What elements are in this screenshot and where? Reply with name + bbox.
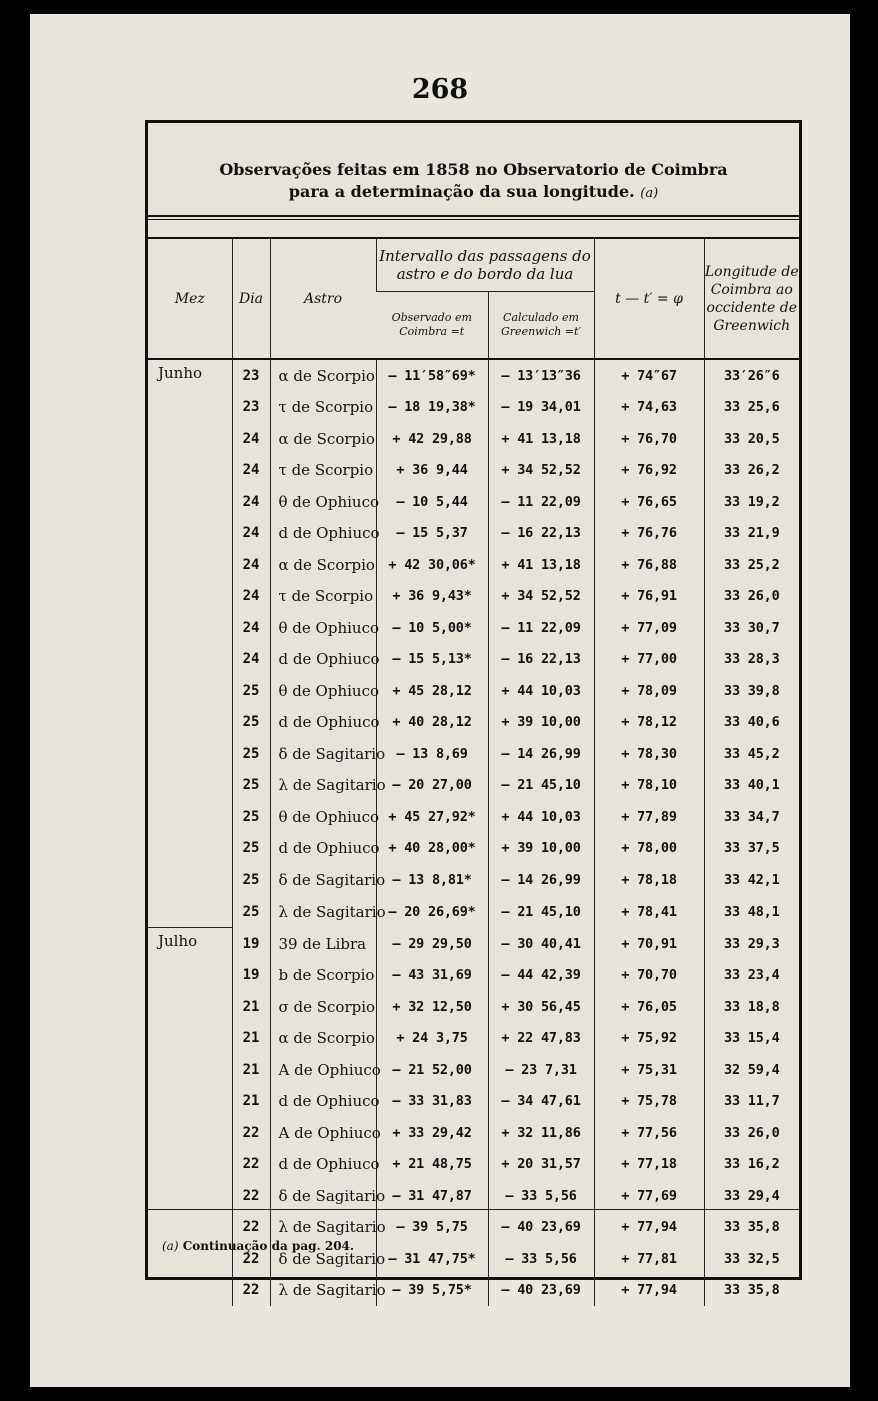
row-longitude: 33 26,0 <box>704 1117 799 1149</box>
row-diferenca: + 76,76 <box>594 518 704 550</box>
table-row <box>148 359 799 392</box>
row-observado: + 32 12,50 <box>376 991 488 1023</box>
row-astro: A de Ophiuco <box>270 1054 376 1086</box>
row-longitude: 33 21,9 <box>704 518 799 550</box>
row-longitude: 32 59,4 <box>704 1054 799 1086</box>
row-day: 21 <box>232 1023 270 1055</box>
row-calculado: + 41 13,18 <box>488 549 594 581</box>
row-day: 24 <box>232 612 270 644</box>
row-calculado: + 22 47,83 <box>488 1023 594 1055</box>
row-astro: θ de Ophiuco <box>270 486 376 518</box>
row-diferenca: + 76,05 <box>594 991 704 1023</box>
row-astro: δ de Sagitario <box>270 864 376 896</box>
row-calculado: + 30 56,45 <box>488 991 594 1023</box>
row-day: 22 <box>232 1212 270 1244</box>
row-day: 24 <box>232 644 270 676</box>
row-longitude: 33 35,8 <box>704 1212 799 1244</box>
row-day: 25 <box>232 675 270 707</box>
row-diferenca: + 77,09 <box>594 612 704 644</box>
row-observado: + 36 9,43* <box>376 581 488 613</box>
row-diferenca: + 77,94 <box>594 1275 704 1307</box>
row-diferenca: + 77,00 <box>594 644 704 676</box>
row-longitude: 33 40,1 <box>704 770 799 802</box>
row-month <box>148 644 232 676</box>
row-longitude: 33 48,1 <box>704 896 799 928</box>
row-longitude: 33 37,5 <box>704 833 799 865</box>
header-mez: Mez <box>148 239 232 359</box>
row-diferenca: + 70,91 <box>594 928 704 960</box>
row-longitude: 33 39,8 <box>704 675 799 707</box>
row-longitude: 33 26,0 <box>704 581 799 613</box>
document-page <box>30 14 850 1387</box>
row-calculado: + 34 52,52 <box>488 455 594 487</box>
row-month <box>148 549 232 581</box>
row-astro: d de Ophiuco <box>270 1086 376 1118</box>
row-day: 25 <box>232 833 270 865</box>
row-longitude: 33 42,1 <box>704 864 799 896</box>
row-diferenca: + 74,63 <box>594 392 704 424</box>
row-longitude: 33 29,4 <box>704 1180 799 1212</box>
row-day: 19 <box>232 960 270 992</box>
row-astro: τ de Scorpio <box>270 455 376 487</box>
row-month <box>148 991 232 1023</box>
row-observado: — 39 5,75* <box>376 1275 488 1307</box>
row-observado: — 33 31,83 <box>376 1086 488 1118</box>
row-day: 25 <box>232 864 270 896</box>
row-diferenca: + 78,00 <box>594 833 704 865</box>
row-observado: — 43 31,69 <box>376 960 488 992</box>
row-calculado: — 11 22,09 <box>488 612 594 644</box>
row-diferenca: + 75,31 <box>594 1054 704 1086</box>
row-diferenca: + 78,10 <box>594 770 704 802</box>
row-month <box>148 1117 232 1149</box>
table-row <box>148 518 799 550</box>
table-row <box>148 770 799 802</box>
row-month <box>148 423 232 455</box>
row-day: 25 <box>232 770 270 802</box>
row-observado: + 42 29,88 <box>376 423 488 455</box>
row-month <box>148 1086 232 1118</box>
row-month <box>148 896 232 928</box>
table-row <box>148 581 799 613</box>
row-astro: λ de Sagitario <box>270 1212 376 1244</box>
row-observado: + 33 29,42 <box>376 1117 488 1149</box>
row-observado: — 31 47,87 <box>376 1180 488 1212</box>
table-row <box>148 392 799 424</box>
row-diferenca: + 78,30 <box>594 738 704 770</box>
row-observado: + 24 3,75 <box>376 1023 488 1055</box>
row-day: 24 <box>232 549 270 581</box>
row-longitude: 33 26,2 <box>704 455 799 487</box>
footnote-mark: (a) <box>162 1239 179 1253</box>
row-day: 22 <box>232 1275 270 1307</box>
row-observado: — 15 5,37 <box>376 518 488 550</box>
row-month <box>148 707 232 739</box>
row-astro: d de Ophiuco <box>270 833 376 865</box>
row-calculado: + 20 31,57 <box>488 1149 594 1181</box>
row-observado: — 13 8,69 <box>376 738 488 770</box>
table-row <box>148 1117 799 1149</box>
table-row <box>148 675 799 707</box>
table-title <box>148 159 799 205</box>
row-longitude: 33 23,4 <box>704 960 799 992</box>
row-day: 21 <box>232 991 270 1023</box>
row-calculado: — 19 34,01 <box>488 392 594 424</box>
row-longitude: 33 40,6 <box>704 707 799 739</box>
row-month <box>148 455 232 487</box>
row-astro: d de Ophiuco <box>270 644 376 676</box>
table-row <box>148 864 799 896</box>
row-day: 23 <box>232 359 270 392</box>
row-calculado: — 34 47,61 <box>488 1086 594 1118</box>
row-month: Julho <box>148 928 232 960</box>
row-calculado: + 39 10,00 <box>488 707 594 739</box>
row-longitude: 33 45,2 <box>704 738 799 770</box>
row-longitude: 33 20,5 <box>704 423 799 455</box>
row-observado: + 36 9,44 <box>376 455 488 487</box>
row-astro: λ de Sagitario <box>270 770 376 802</box>
row-observado: — 11′58″69* <box>376 359 488 392</box>
row-month <box>148 738 232 770</box>
row-observado: — 20 27,00 <box>376 770 488 802</box>
row-diferenca: + 74″67 <box>594 359 704 392</box>
row-day: 24 <box>232 518 270 550</box>
row-day: 25 <box>232 707 270 739</box>
row-diferenca: + 75,92 <box>594 1023 704 1055</box>
row-calculado: + 32 11,86 <box>488 1117 594 1149</box>
row-longitude: 33 32,5 <box>704 1243 799 1275</box>
row-month <box>148 392 232 424</box>
row-diferenca: + 76,92 <box>594 455 704 487</box>
row-astro: δ de Sagitario <box>270 1243 376 1275</box>
row-diferenca: + 76,91 <box>594 581 704 613</box>
row-longitude: 33 11,7 <box>704 1086 799 1118</box>
row-longitude: 33 29,3 <box>704 928 799 960</box>
row-day: 25 <box>232 801 270 833</box>
row-calculado: — 30 40,41 <box>488 928 594 960</box>
row-longitude: 33 18,8 <box>704 991 799 1023</box>
row-observado: — 18 19,38* <box>376 392 488 424</box>
row-diferenca: + 78,12 <box>594 707 704 739</box>
table-row <box>148 738 799 770</box>
row-astro: θ de Ophiuco <box>270 612 376 644</box>
row-longitude: 33 19,2 <box>704 486 799 518</box>
row-calculado: + 41 13,18 <box>488 423 594 455</box>
table-row <box>148 644 799 676</box>
row-diferenca: + 76,70 <box>594 423 704 455</box>
row-calculado: — 21 45,10 <box>488 770 594 802</box>
row-diferenca: + 77,94 <box>594 1212 704 1244</box>
title-line-2-text: para a determinação da sua longitude. <box>288 182 635 201</box>
table-row <box>148 833 799 865</box>
row-calculado: — 40 23,69 <box>488 1212 594 1244</box>
row-day: 25 <box>232 896 270 928</box>
row-observado: + 45 27,92* <box>376 801 488 833</box>
row-month <box>148 486 232 518</box>
row-day: 23 <box>232 392 270 424</box>
row-day: 22 <box>232 1243 270 1275</box>
row-month <box>148 518 232 550</box>
title-divider <box>148 215 799 220</box>
title-note-mark: (a) <box>640 186 659 201</box>
row-calculado: + 44 10,03 <box>488 675 594 707</box>
footnote-text: Continuação da pag. 204. <box>182 1239 355 1253</box>
row-diferenca: + 70,70 <box>594 960 704 992</box>
row-astro: α de Scorpio <box>270 423 376 455</box>
row-day: 22 <box>232 1149 270 1181</box>
row-day: 19 <box>232 928 270 960</box>
table-body <box>148 359 799 1306</box>
row-astro: d de Ophiuco <box>270 707 376 739</box>
row-month <box>148 1023 232 1055</box>
header-intervallo: Intervallo das passagens do astro e do bordo da lua <box>376 239 594 292</box>
row-diferenca: + 78,41 <box>594 896 704 928</box>
row-observado: — 13 8,81* <box>376 864 488 896</box>
title-line-1: Observações feitas em 1858 no Observatorio de Coimbra <box>219 160 728 179</box>
footnote-rule <box>148 1209 799 1210</box>
row-month <box>148 801 232 833</box>
row-diferenca: + 77,69 <box>594 1180 704 1212</box>
row-calculado: — 16 22,13 <box>488 644 594 676</box>
row-longitude: 33 28,3 <box>704 644 799 676</box>
row-calculado: — 23 7,31 <box>488 1054 594 1086</box>
title-line-2 <box>148 181 799 205</box>
row-astro: δ de Sagitario <box>270 738 376 770</box>
row-calculado: — 33 5,56 <box>488 1180 594 1212</box>
table-row <box>148 707 799 739</box>
row-observado: — 21 52,00 <box>376 1054 488 1086</box>
row-month <box>148 612 232 644</box>
row-longitude: 33 25,6 <box>704 392 799 424</box>
row-calculado: — 44 42,39 <box>488 960 594 992</box>
row-astro: α de Scorpio <box>270 359 376 392</box>
table-row <box>148 896 799 928</box>
row-calculado: + 44 10,03 <box>488 801 594 833</box>
row-observado: — 10 5,44 <box>376 486 488 518</box>
table-row <box>148 486 799 518</box>
row-month <box>148 1180 232 1212</box>
table-frame <box>145 120 802 1300</box>
row-day: 24 <box>232 486 270 518</box>
table-row <box>148 455 799 487</box>
row-calculado: — 11 22,09 <box>488 486 594 518</box>
row-astro: θ de Ophiuco <box>270 801 376 833</box>
row-astro: α de Scorpio <box>270 549 376 581</box>
table-row <box>148 1180 799 1212</box>
table-row <box>148 1275 799 1307</box>
row-astro: b de Scorpio <box>270 960 376 992</box>
row-diferenca: + 77,56 <box>594 1117 704 1149</box>
row-calculado: — 14 26,99 <box>488 864 594 896</box>
row-observado: — 39 5,75 <box>376 1212 488 1244</box>
row-astro: 39 de Libra <box>270 928 376 960</box>
header-diferenca: t — t′ = φ <box>594 239 704 359</box>
row-astro: A de Ophiuco <box>270 1117 376 1149</box>
row-month: Junho <box>148 359 232 392</box>
observations-table <box>148 239 799 1306</box>
row-longitude: 33 30,7 <box>704 612 799 644</box>
row-astro: d de Ophiuco <box>270 518 376 550</box>
row-month <box>148 770 232 802</box>
row-month <box>148 1275 232 1307</box>
row-calculado: — 14 26,99 <box>488 738 594 770</box>
header-longitude: Longitude de Coimbra ao occidente de Greenwich <box>704 239 799 359</box>
row-day: 24 <box>232 581 270 613</box>
row-astro: λ de Sagitario <box>270 1275 376 1307</box>
row-calculado: — 21 45,10 <box>488 896 594 928</box>
row-diferenca: + 75,78 <box>594 1086 704 1118</box>
row-diferenca: + 77,81 <box>594 1243 704 1275</box>
row-calculado: — 13′13″36 <box>488 359 594 392</box>
row-astro: θ de Ophiuco <box>270 675 376 707</box>
table-row <box>148 991 799 1023</box>
row-month <box>148 581 232 613</box>
row-calculado: — 40 23,69 <box>488 1275 594 1307</box>
row-day: 22 <box>232 1117 270 1149</box>
row-observado: + 40 28,12 <box>376 707 488 739</box>
row-observado: — 29 29,50 <box>376 928 488 960</box>
row-observado: — 20 26,69* <box>376 896 488 928</box>
row-calculado: — 16 22,13 <box>488 518 594 550</box>
row-diferenca: + 77,89 <box>594 801 704 833</box>
header-astro: Astro <box>270 239 376 359</box>
table-row <box>148 1023 799 1055</box>
header-observado: Observado em Coimbra =t <box>376 292 488 360</box>
table-row <box>148 612 799 644</box>
table-row <box>148 1149 799 1181</box>
row-day: 21 <box>232 1086 270 1118</box>
row-day: 21 <box>232 1054 270 1086</box>
table-row <box>148 801 799 833</box>
row-month <box>148 864 232 896</box>
row-day: 25 <box>232 738 270 770</box>
row-observado: + 40 28,00* <box>376 833 488 865</box>
row-month <box>148 960 232 992</box>
row-day: 24 <box>232 423 270 455</box>
row-astro: α de Scorpio <box>270 1023 376 1055</box>
row-diferenca: + 76,88 <box>594 549 704 581</box>
row-astro: d de Ophiuco <box>270 1149 376 1181</box>
row-day: 22 <box>232 1180 270 1212</box>
table-row <box>148 549 799 581</box>
row-diferenca: + 78,09 <box>594 675 704 707</box>
row-longitude: 33 34,7 <box>704 801 799 833</box>
row-calculado: + 34 52,52 <box>488 581 594 613</box>
row-diferenca: + 77,18 <box>594 1149 704 1181</box>
row-diferenca: + 78,18 <box>594 864 704 896</box>
row-month <box>148 833 232 865</box>
row-astro: δ de Sagitario <box>270 1180 376 1212</box>
row-longitude: 33′26″6 <box>704 359 799 392</box>
row-astro: τ de Scorpio <box>270 392 376 424</box>
table-row <box>148 960 799 992</box>
row-astro: τ de Scorpio <box>270 581 376 613</box>
row-astro: λ de Sagitario <box>270 896 376 928</box>
row-observado: — 15 5,13* <box>376 644 488 676</box>
table-row <box>148 928 799 960</box>
row-astro: σ de Scorpio <box>270 991 376 1023</box>
row-longitude: 33 35,8 <box>704 1275 799 1307</box>
row-calculado: + 39 10,00 <box>488 833 594 865</box>
table-row <box>148 1054 799 1086</box>
row-observado: — 31 47,75* <box>376 1243 488 1275</box>
row-month <box>148 1149 232 1181</box>
row-longitude: 33 15,4 <box>704 1023 799 1055</box>
row-observado: + 45 28,12 <box>376 675 488 707</box>
row-observado: — 10 5,00* <box>376 612 488 644</box>
header-calculado: Calculado em Greenwich =t′ <box>488 292 594 360</box>
footnote <box>162 1239 354 1253</box>
row-longitude: 33 25,2 <box>704 549 799 581</box>
page-number: 268 <box>411 74 469 105</box>
header-dia: Dia <box>232 239 270 359</box>
row-diferenca: + 76,65 <box>594 486 704 518</box>
row-calculado: — 33 5,56 <box>488 1243 594 1275</box>
table-row <box>148 423 799 455</box>
row-month <box>148 1054 232 1086</box>
row-day: 24 <box>232 455 270 487</box>
table-row <box>148 1086 799 1118</box>
row-month <box>148 675 232 707</box>
row-longitude: 33 16,2 <box>704 1149 799 1181</box>
row-observado: + 21 48,75 <box>376 1149 488 1181</box>
row-observado: + 42 30,06* <box>376 549 488 581</box>
